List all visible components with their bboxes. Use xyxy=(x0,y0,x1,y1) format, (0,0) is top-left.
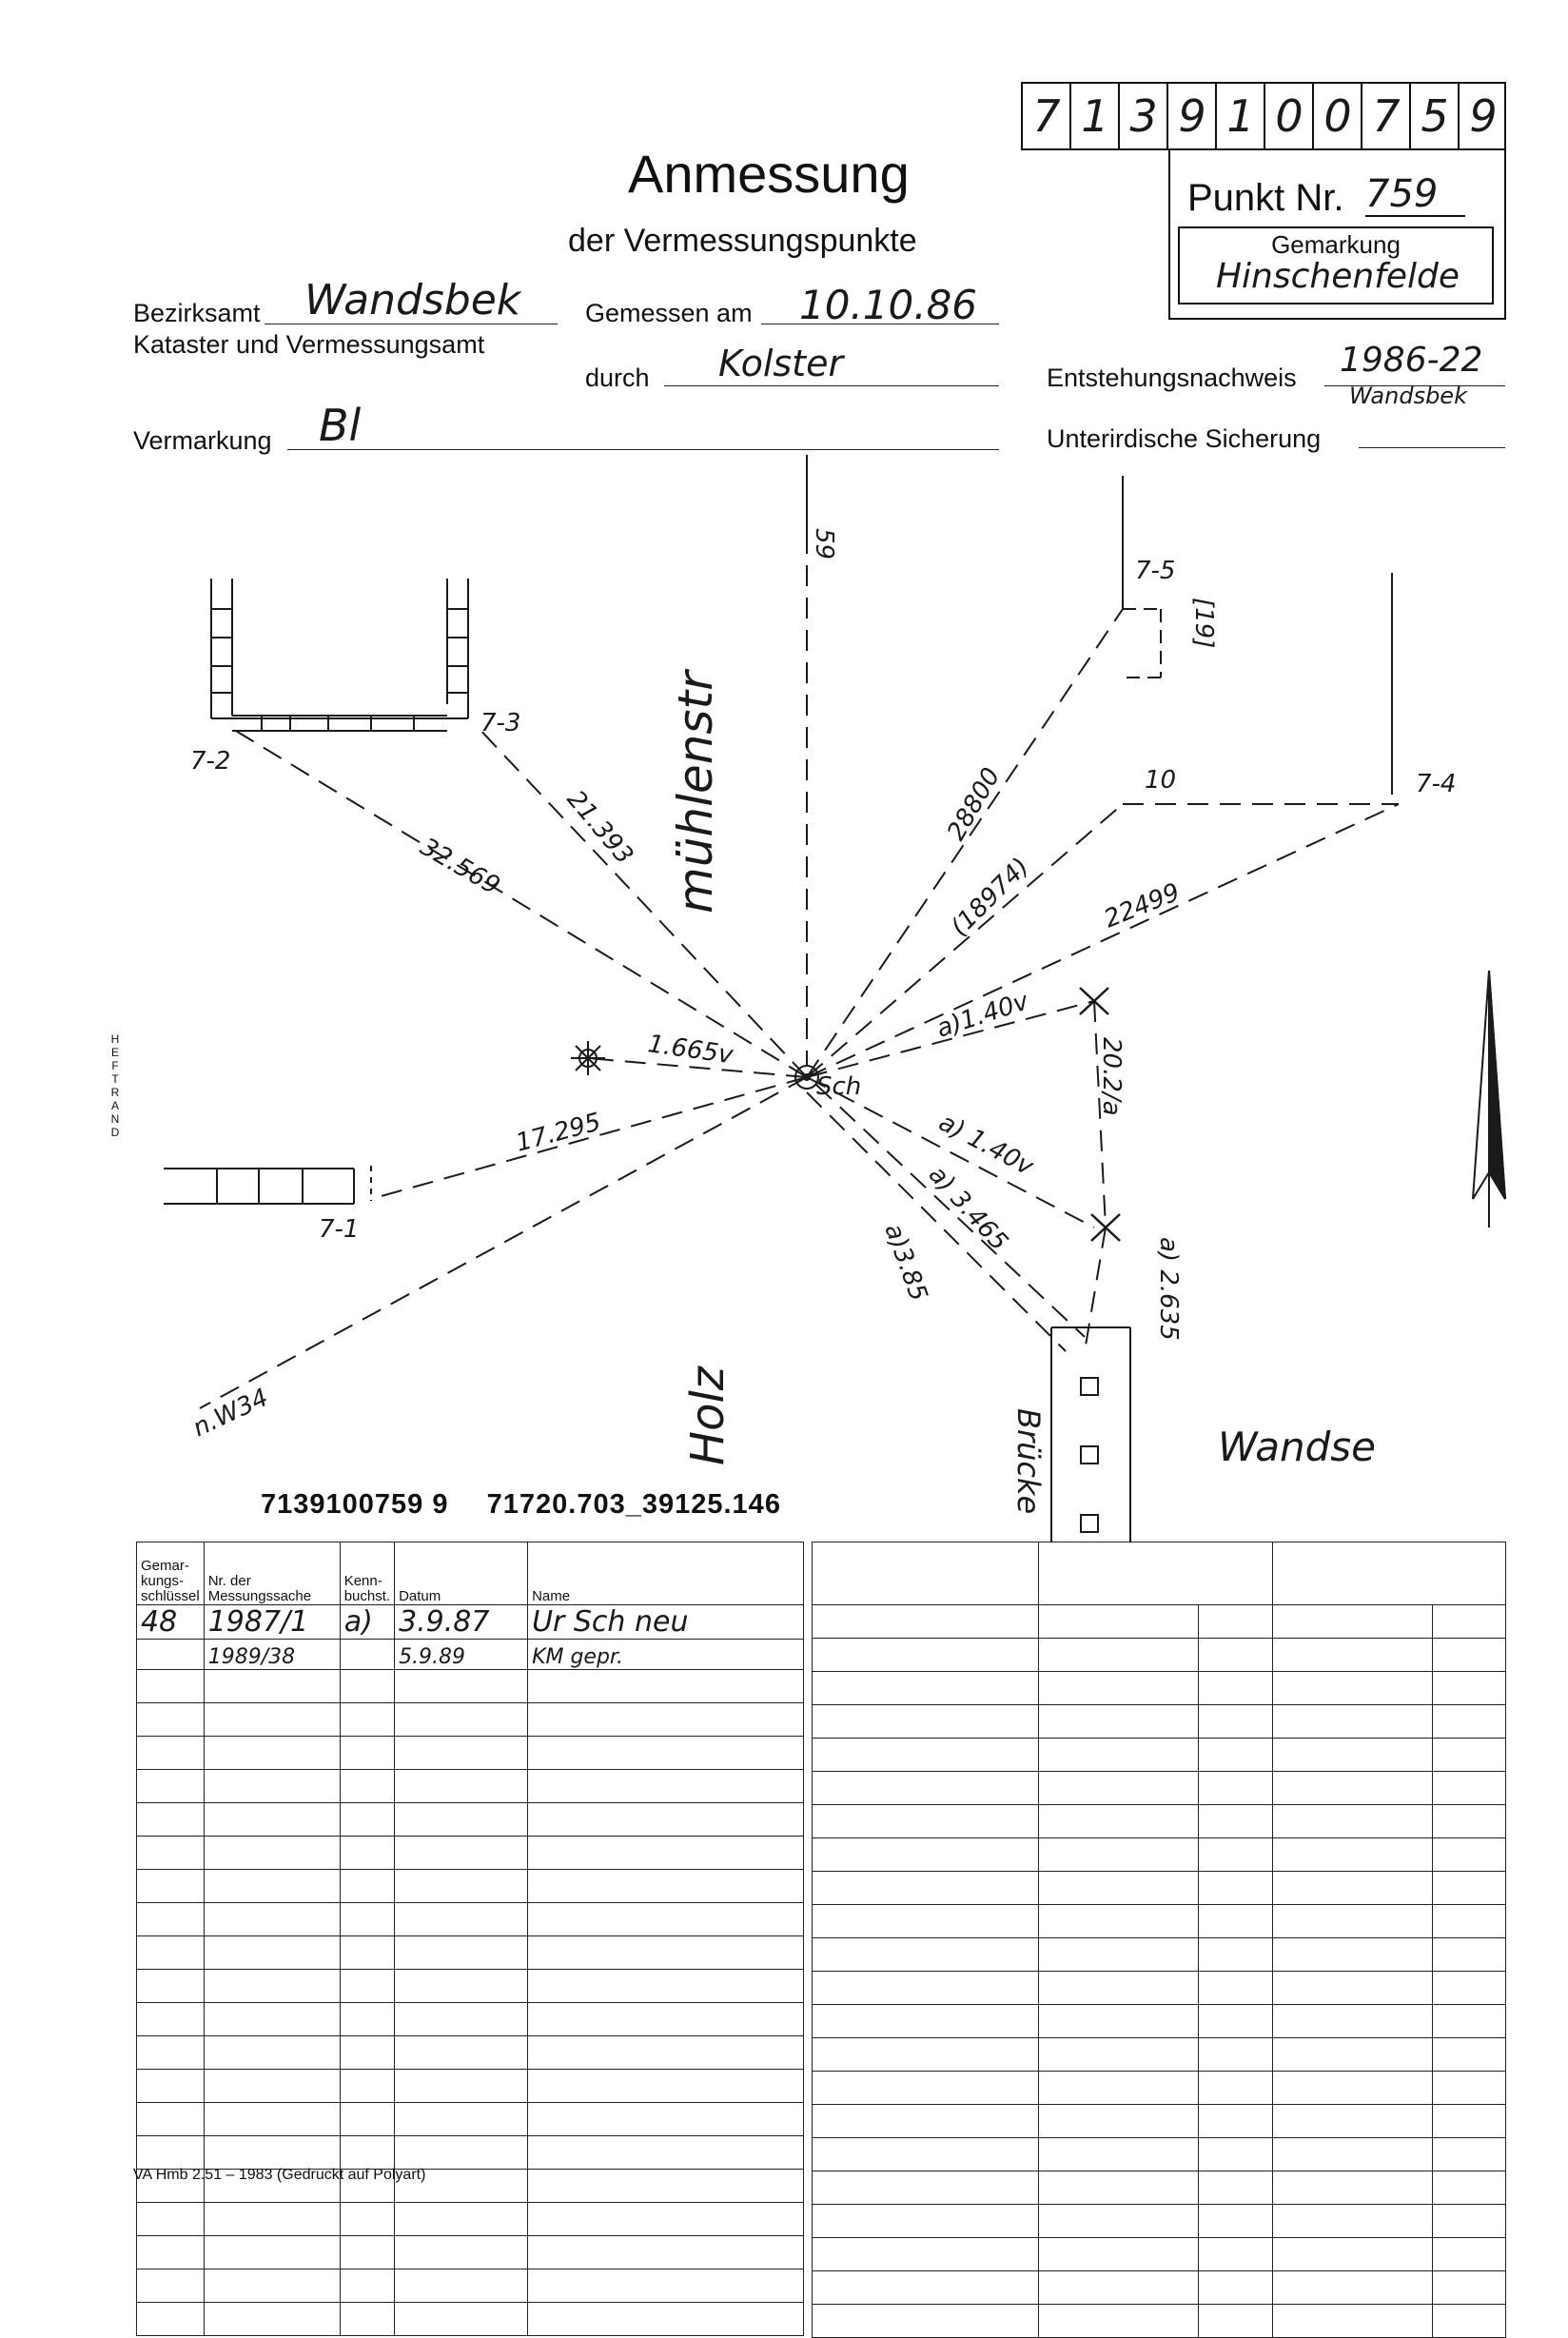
table-row xyxy=(137,1737,804,1770)
table-row xyxy=(813,1905,1506,1938)
coordinate-x: 71720.703 xyxy=(486,1489,626,1520)
measurement-text: 20.2/a xyxy=(1097,1037,1126,1116)
point-label: 7-5 xyxy=(1135,557,1176,585)
table-row xyxy=(813,1739,1506,1772)
point-label: 10 xyxy=(1145,766,1177,795)
unterirdisch-label: Unterirdische Sicherung xyxy=(1047,424,1322,453)
measurement-text: [19] xyxy=(1189,598,1218,649)
measurement-text: n.W34 xyxy=(188,1383,273,1444)
coordinate-id: 7139100759 xyxy=(261,1489,424,1520)
holz-label: Holz xyxy=(681,1366,735,1465)
register-table-right xyxy=(812,1542,1506,2338)
table-row xyxy=(137,2103,804,2136)
coordinate-y: 39125.146 xyxy=(641,1489,781,1520)
digit-box: 3 xyxy=(1118,84,1167,148)
table-row xyxy=(813,2305,1506,2338)
punkt-value: 759 xyxy=(1365,173,1465,217)
cell: 3.9.87 xyxy=(395,1605,528,1640)
cell: a) xyxy=(340,1605,394,1640)
table-row xyxy=(813,2072,1506,2105)
digit-box: 9 xyxy=(1458,84,1507,148)
street-label: mühlenstr xyxy=(668,671,723,914)
table-row xyxy=(813,1972,1506,2005)
table-row xyxy=(813,1705,1506,1739)
measurement-text: 17.295 xyxy=(513,1108,604,1158)
col-header: Nr. der Messungssache xyxy=(204,1542,340,1605)
page-title: Anmessung xyxy=(628,144,910,204)
table-row xyxy=(137,1770,804,1803)
digit-box: 0 xyxy=(1312,84,1362,148)
fence-7-1 xyxy=(164,1166,371,1204)
cell: KM gepr. xyxy=(528,1640,804,1670)
gemessen-value: 10.10.86 xyxy=(799,282,978,328)
bezirksamt-value: Wandsbek xyxy=(304,276,521,324)
measurement-text: 28800 xyxy=(942,762,1007,846)
table-row xyxy=(137,1936,804,1970)
measurement-text: 32.569 xyxy=(415,833,505,901)
gemarkung-label: Gemarkung xyxy=(1271,230,1401,259)
measurement-text: 22499 xyxy=(1100,877,1185,934)
table-row xyxy=(813,2105,1506,2138)
table-row xyxy=(137,1670,804,1703)
table-row xyxy=(813,1805,1506,1838)
table-row xyxy=(813,1772,1506,1805)
measurement-text: a) 2.635 xyxy=(1154,1237,1183,1341)
table-row xyxy=(813,2005,1506,2038)
table-row xyxy=(137,1837,804,1870)
coordinate-check: 9 xyxy=(432,1489,449,1520)
table-row xyxy=(137,1803,804,1837)
footer-text: VA Hmb 2.51 – 1983 (Gedruckt auf Polyart) xyxy=(133,2167,426,2183)
digit-box: 5 xyxy=(1409,84,1459,148)
kataster-label: Kataster und Vermessungsamt xyxy=(133,330,485,359)
gemarkung-value: Hinschenfelde xyxy=(1215,257,1460,296)
durch-value: Kolster xyxy=(718,343,844,384)
cell xyxy=(340,1640,394,1670)
point-label: Sch xyxy=(816,1072,862,1101)
measurement-lines xyxy=(200,533,1399,1408)
vermarkung-label: Vermarkung xyxy=(133,426,272,455)
table-row xyxy=(813,2038,1506,2072)
measurement-text: 59 xyxy=(810,528,838,560)
bezirksamt-label: Bezirksamt xyxy=(133,299,261,327)
point-label: 7-2 xyxy=(190,747,231,776)
point-label: 7-4 xyxy=(1416,770,1457,798)
table-row xyxy=(137,2036,804,2070)
table-row xyxy=(813,1605,1506,1639)
table-row xyxy=(137,2303,804,2336)
cell: 1987/1 xyxy=(204,1605,340,1640)
durch-label: durch xyxy=(585,363,650,392)
table-row xyxy=(813,1938,1506,1972)
digit-box: 7 xyxy=(1021,84,1070,148)
table-row xyxy=(137,1903,804,1936)
fence-structure xyxy=(211,579,468,731)
digit-box: 1 xyxy=(1215,84,1264,148)
table-row xyxy=(137,1640,804,1670)
table-row xyxy=(137,1970,804,2003)
table-row xyxy=(137,1703,804,1737)
measurement-text: (18974) xyxy=(945,852,1035,942)
table-row xyxy=(137,2203,804,2236)
table-row xyxy=(137,2236,804,2269)
table-row xyxy=(137,2003,804,2036)
table-row xyxy=(137,2136,804,2170)
digit-box: 7 xyxy=(1361,84,1410,148)
entstehung-value: 1986-22 xyxy=(1340,341,1483,380)
coordinate-line: 7139100759 9 71720.703_39125.146 xyxy=(261,1489,781,1520)
table-row xyxy=(813,1872,1506,1905)
table-row xyxy=(813,1838,1506,1872)
vermarkung-value: Bl xyxy=(319,400,362,451)
north-arrow xyxy=(1473,971,1505,1228)
measurement-text: a) 1.40v xyxy=(933,1108,1038,1182)
table-row xyxy=(813,2138,1506,2171)
digit-box: 1 xyxy=(1069,84,1119,148)
gemessen-label: Gemessen am xyxy=(585,299,753,327)
digit-box: 9 xyxy=(1166,84,1216,148)
bridge xyxy=(1051,1327,1130,1542)
cell: 48 xyxy=(137,1605,205,1640)
table-row xyxy=(137,2070,804,2103)
measurement-text: 21.393 xyxy=(560,785,639,871)
table-row xyxy=(813,2271,1506,2305)
col-header: Name xyxy=(528,1542,804,1605)
measurement-text: a)3.85 xyxy=(878,1220,933,1306)
point-label: 7-3 xyxy=(480,709,521,737)
measurement-text: 1.665v xyxy=(646,1030,735,1071)
measurement-text: a)1.40v xyxy=(932,987,1032,1044)
col-header: Kenn-buchst. xyxy=(340,1542,394,1605)
cell: Ur Sch neu xyxy=(528,1605,804,1640)
table-row xyxy=(813,1639,1506,1672)
point-label: 7-1 xyxy=(319,1215,360,1244)
cell: 1989/38 xyxy=(204,1640,340,1670)
table-row xyxy=(813,2171,1506,2205)
bruecke-label: Brücke xyxy=(1010,1408,1047,1515)
table-row xyxy=(137,1870,804,1903)
table-row xyxy=(137,1605,804,1640)
table-row xyxy=(137,2269,804,2303)
entstehung-value2: Wandsbek xyxy=(1349,383,1467,409)
entstehung-label: Entstehungsnachweis xyxy=(1047,363,1297,392)
table-row xyxy=(813,2238,1506,2271)
punkt-label: Punkt Nr. xyxy=(1187,177,1344,219)
cell: 5.9.89 xyxy=(395,1640,528,1670)
measurement-text: a) 3.465 xyxy=(922,1160,1013,1257)
cell xyxy=(137,1640,205,1670)
heftrand-label: HEFTRAND xyxy=(108,1032,122,1139)
col-header: Gemar-kungs-schlüssel xyxy=(137,1542,205,1605)
table-row xyxy=(813,2205,1506,2238)
digit-box: 0 xyxy=(1264,84,1313,148)
page-subtitle: der Vermessungspunkte xyxy=(568,223,917,259)
wandse-label: Wandse xyxy=(1218,1424,1376,1470)
table-row xyxy=(813,1672,1506,1705)
register-table xyxy=(136,1542,804,2336)
col-header: Datum xyxy=(395,1542,528,1605)
